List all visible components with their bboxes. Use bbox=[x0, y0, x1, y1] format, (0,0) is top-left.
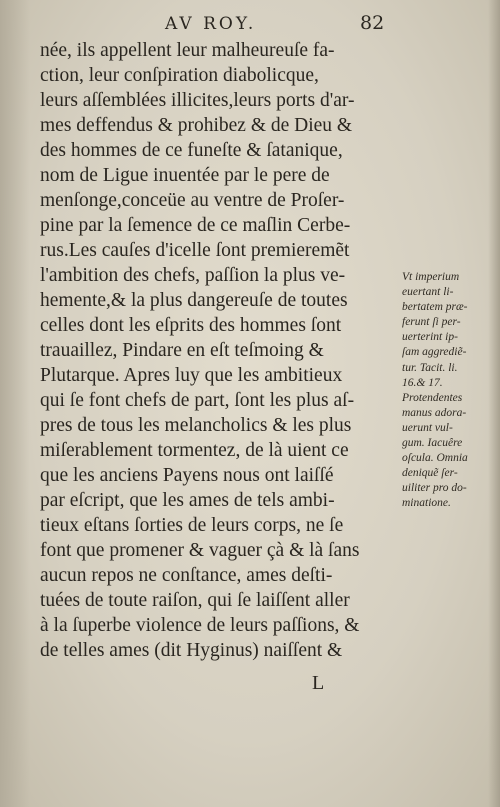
margin-line: bertatem præ- bbox=[402, 301, 468, 314]
page-number: 82 bbox=[360, 12, 385, 34]
text-line: par eſcript, que les ames de tels ambi- bbox=[40, 490, 335, 511]
text-line: pres de tous les melancholics & les plus bbox=[40, 415, 352, 436]
marginal-note bbox=[402, 270, 496, 512]
margin-line: uerterint ip- bbox=[402, 331, 458, 344]
text-line: font que promener & vaguer çà & là ſans bbox=[40, 540, 360, 561]
text-line: leurs aſſemblées illicites,leurs ports d'ar- bbox=[40, 90, 355, 111]
running-title: AV ROY. bbox=[165, 14, 257, 34]
text-line: miſerablement tormentez, de là uient ce bbox=[40, 440, 349, 461]
text-line: rus.Les cauſes d'icelle ſont premieremẽt bbox=[40, 240, 350, 261]
main-text-block bbox=[40, 38, 400, 663]
text-line: à la ſuperbe violence de leurs paſſions, & bbox=[40, 615, 360, 636]
catchword: L bbox=[312, 672, 325, 694]
margin-line: deniquẽ ſer- bbox=[402, 467, 458, 480]
margin-line: Protendentes bbox=[402, 391, 463, 404]
text-line: ction, leur conſpiration diabolicque, bbox=[40, 65, 319, 86]
text-line: qui ſe font chefs de part, ſont les plus aſ- bbox=[40, 390, 355, 411]
text-line: née, ils appellent leur malheureuſe fa- bbox=[40, 40, 335, 61]
page-header bbox=[40, 12, 400, 38]
text-line: celles dont les eſprits des hommes ſont bbox=[40, 315, 342, 336]
text-line: tieux eſtans ſorties de leurs corps, ne ſe bbox=[40, 515, 344, 536]
margin-line: tur. Tacit. li. bbox=[402, 361, 458, 374]
margin-line: euertant li- bbox=[402, 286, 454, 299]
text-line: mes deffendus & prohibez & de Dieu & bbox=[40, 115, 353, 136]
text-line: des hommes de ce funeſte & ſatanique, bbox=[40, 140, 343, 161]
text-line: hemente,& la plus dangereuſe de toutes bbox=[40, 290, 348, 311]
margin-line: oſcula. Omnia bbox=[402, 452, 468, 465]
margin-line: gum. Iacuêre bbox=[402, 437, 463, 450]
page-gutter bbox=[0, 0, 30, 807]
text-line: Plutarque. Apres luy que les ambitieux bbox=[40, 365, 343, 386]
margin-line: manus adora- bbox=[402, 406, 467, 419]
margin-line: uerunt vul- bbox=[402, 421, 453, 434]
margin-line: 16.& 17. bbox=[402, 376, 443, 389]
text-line: menſonge,conceüe au ventre de Proſer- bbox=[40, 190, 345, 211]
text-line: que les anciens Payens nous ont laiſſé bbox=[40, 465, 334, 486]
text-line: l'ambition des chefs, paſſion la plus ve- bbox=[40, 265, 346, 286]
text-line: aucun repos ne conſtance, ames deſti- bbox=[40, 565, 333, 586]
text-line: tuées de toute raiſon, qui ſe laiſſent aller bbox=[40, 590, 350, 611]
text-line: de telles ames (dit Hyginus) naiſſent & bbox=[40, 640, 343, 661]
margin-line: Vt imperium bbox=[402, 271, 460, 283]
text-line: nom de Ligue inuentée par le pere de bbox=[40, 165, 330, 186]
margin-line: ferunt ſi per- bbox=[402, 316, 461, 329]
margin-line: ſam aggrediẽ- bbox=[402, 346, 467, 359]
margin-line: minatione. bbox=[402, 497, 451, 510]
margin-line: uiliter pro do- bbox=[402, 482, 467, 495]
text-line: pine par la ſemence de ce maſlin Cerbe- bbox=[40, 215, 351, 236]
text-line: trauaillez, Pindare en eſt teſmoing & bbox=[40, 340, 324, 361]
